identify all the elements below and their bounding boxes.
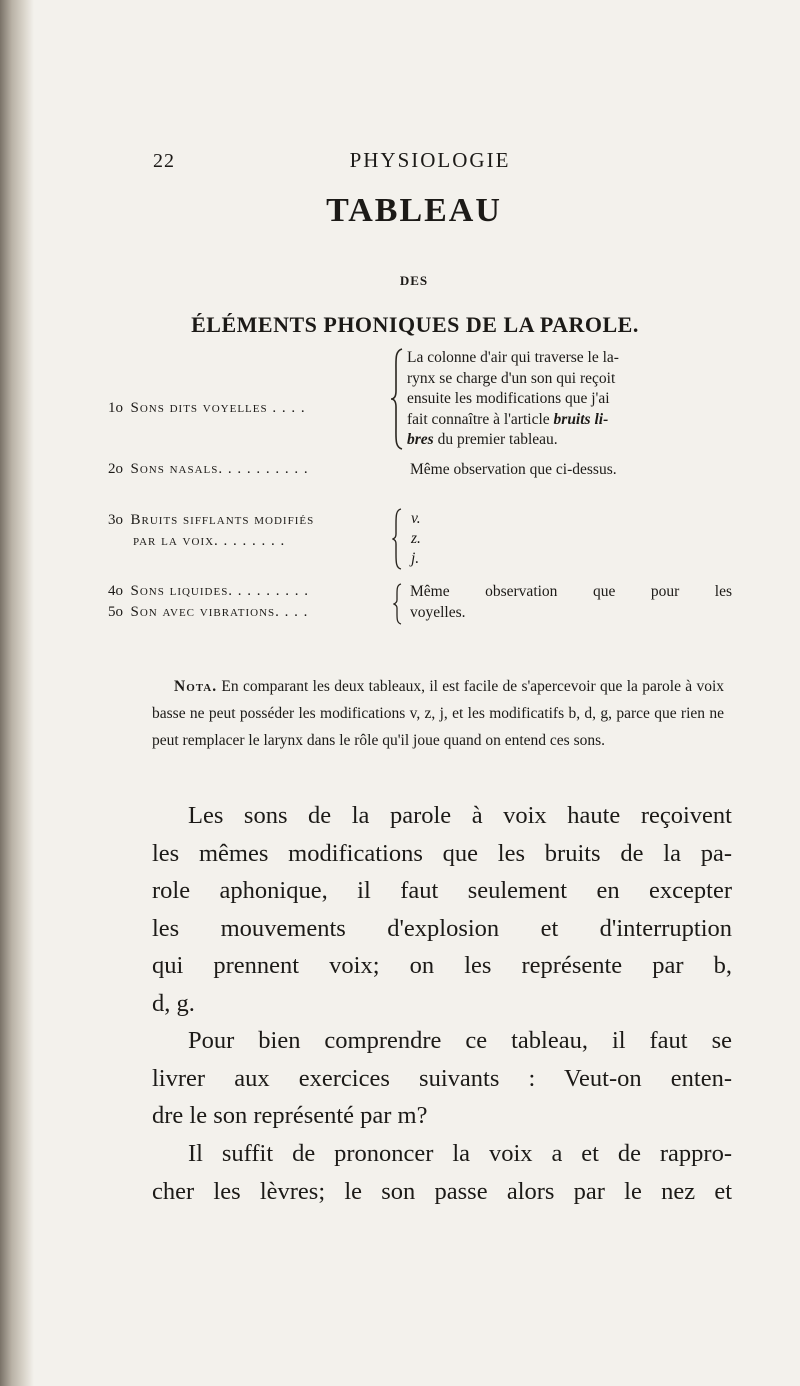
row-label-text: Sons liquides. . . . . . . . . [130, 583, 310, 599]
body-paragraph-1 [152, 797, 732, 1022]
table-row-3-label [108, 512, 314, 529]
row-number: 5o [108, 604, 123, 620]
desc-line: bres du premier tableau. [407, 431, 558, 448]
row-number: 1o [108, 400, 123, 416]
table-row-1-description [407, 348, 619, 451]
text-line: les mouvements d'explosion et d'interruption [152, 914, 732, 942]
brace-rows-4-5 [393, 583, 403, 625]
letter-v: v. [411, 510, 421, 527]
text-line: role aphonique, il faut seulement en excepter [152, 877, 732, 904]
italic-term: bruits li- [553, 410, 609, 428]
table-row-3-letters [411, 509, 421, 569]
row-label-text: par la voix. . . . . . . . [133, 533, 286, 549]
text-line: cher les lèvres; le son passe alors par le nez et [152, 1177, 732, 1205]
row-label-text: Son avec vibrations. . . . [130, 604, 309, 620]
table-row-5-label [108, 604, 308, 621]
table-row-2-label [108, 461, 309, 478]
italic-term: bres [407, 431, 434, 448]
letter-j: j. [411, 550, 420, 567]
text-line: Les sons de la parole à voix haute reçoivent [188, 802, 732, 829]
desc-line: fait connaître à l'article bruits li- [407, 410, 609, 428]
desc-line: voyelles. [410, 604, 466, 621]
page-subtitle: ÉLÉMENTS PHONIQUES DE LA PAROLE. [191, 312, 639, 337]
running-head: PHYSIOLOGIE [349, 148, 511, 172]
row-label-text: Bruits sifflants modifiés [130, 512, 315, 528]
table-row-3-label-cont [133, 533, 285, 550]
desc-line: Même observation que pour les [410, 583, 732, 600]
letter-z: z. [411, 530, 421, 547]
text-line: Pour bien comprendre ce tableau, il faut se [188, 1027, 732, 1054]
desc-line: La colonne d'air qui traverse le la- [407, 349, 619, 366]
row-label-text: Sons nasals. . . . . . . . . . [130, 461, 309, 477]
text-line: les mêmes modifications que les bruits de la pa- [152, 839, 732, 867]
table-row-1-label [108, 400, 306, 417]
page-title: TABLEAU [326, 192, 502, 229]
nota-text: En comparant les deux tableaux, il est facile de s'apercevoir que la parole à voix basse ne peut posséder les modifications v, z, j, et les modificatifs b, d, g, parce que rien ne peut remplacer le larynx dans le rôle qu'il joue quand on entend ces sons. [152, 678, 725, 749]
row-number: 3o [108, 512, 123, 528]
row-label-text: Sons dits voyelles . . . . [130, 400, 306, 416]
table-rows-4-5-description [410, 581, 732, 623]
table-row-2-description: Même observation que ci-dessus. [410, 461, 617, 478]
body-paragraph-2 [152, 1022, 732, 1135]
body-paragraph-3 [152, 1135, 732, 1210]
title-connector: DES [399, 273, 429, 288]
nota-paragraph [152, 673, 724, 754]
text-line: d, g. [152, 989, 195, 1017]
text-line: Il suffit de prononcer la voix a et de rappro- [188, 1140, 732, 1167]
text-line: dre le son représenté par m? [152, 1102, 428, 1129]
row-number: 2o [108, 461, 123, 477]
row-number: 4o [108, 583, 123, 599]
brace-row-1 [390, 347, 406, 451]
desc-line: ensuite les modifications que j'ai [407, 390, 610, 407]
table-row-4-label [108, 583, 309, 600]
brace-row-3 [392, 508, 404, 570]
nota-label: Nota. [174, 678, 218, 695]
page-number: 22 [153, 150, 175, 172]
text-line: qui prennent voix; on les représente par b, [152, 952, 732, 979]
text-line: livrer aux exercices suivants : Veut-on enten- [152, 1064, 732, 1092]
desc-line: rynx se charge d'un son qui reçoit [407, 369, 616, 387]
